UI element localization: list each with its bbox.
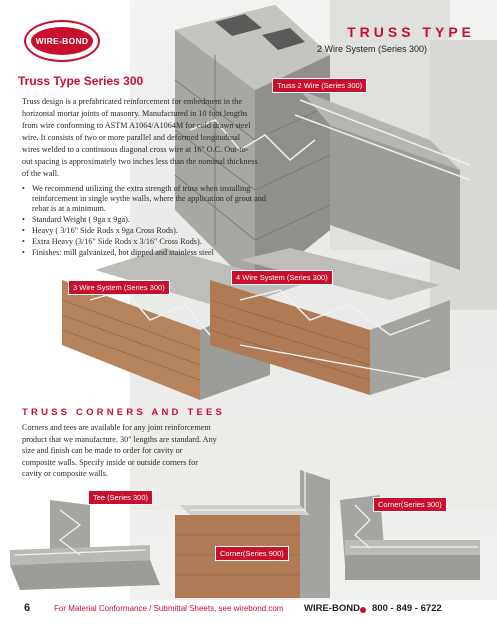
page-subtitle: 2 Wire System (Series 300) bbox=[316, 44, 427, 54]
logo-text: WIRE-BOND bbox=[31, 27, 93, 55]
truss-description: Truss design is a prefabricated reinforcement for embedment in the horizontal mortar joints of masonry. Manufactured in 10 foot lengths from wire conforming to ASTM A1064/A1064M for cold drawn steel wire. It consists of two or more parallel and deformed longitudinal wires welded to a continuous diagonal cross wire at 16" O.C. Out-to-out spacing is approximately two inches less than the nominal thickness of the wall. bbox=[22, 97, 258, 178]
bullet-item: • Extra Heavy (3/16" Side Rods x 3/16" Cross Rods). bbox=[22, 237, 270, 247]
tee-illustration bbox=[10, 500, 160, 590]
truss-bullet-list bbox=[22, 184, 270, 259]
bullet-dot-icon bbox=[360, 607, 366, 613]
bullet-item: • Finishes: mill galvanized, hot dipped and stainless steel bbox=[22, 248, 270, 258]
footer-brand: WIRE-BOND bbox=[304, 603, 360, 614]
label-corner-series-300: Corner(Series 300) bbox=[373, 497, 447, 512]
label-corner-series-900: Corner(Series 900) bbox=[215, 546, 289, 561]
label-tee-series-300: Tee (Series 300) bbox=[88, 490, 153, 505]
footer-link-note[interactable]: For Material Conformance / Submittal Sheets, see wirebond.com bbox=[54, 604, 284, 613]
label-3-wire-system: 3 Wire System (Series 300) bbox=[68, 280, 170, 295]
page-number: 6 bbox=[24, 602, 31, 614]
corner-series-900-illustration bbox=[175, 470, 330, 598]
section-title-corners-tees: TRUSS CORNERS AND TEES bbox=[22, 407, 226, 418]
page-title: TRUSS TYPE bbox=[347, 24, 475, 40]
section-title-truss-series-300: Truss Type Series 300 bbox=[18, 74, 144, 88]
label-4-wire-system: 4 Wire System (Series 300) bbox=[231, 270, 333, 285]
bullet-item: • Standard Weight ( 9ga x 9ga). bbox=[22, 215, 270, 225]
bullet-item: • Heavy ( 3/16" Side Rods x 9ga Cross Rods). bbox=[22, 226, 270, 236]
footer-phone[interactable]: 800 - 849 - 6722 bbox=[372, 603, 442, 614]
wire-bond-logo bbox=[24, 20, 100, 62]
corners-tees-description: Corners and tees are available for any joint reinforcement product that we manufacture. 30" lengths are standard. Any size and finish can be made to order for cavity or composite walls. Specify inside or outside corners for cavity or composite walls. bbox=[22, 423, 217, 478]
bullet-item: • We recommend utilizing the extra strength of truss when installing reinforcement in single wythe walls, where the application of grout and rebar is at a minimum. bbox=[22, 184, 270, 214]
page-footer bbox=[0, 598, 497, 622]
label-truss-2-wire: Truss 2 Wire (Series 300) bbox=[272, 78, 367, 93]
